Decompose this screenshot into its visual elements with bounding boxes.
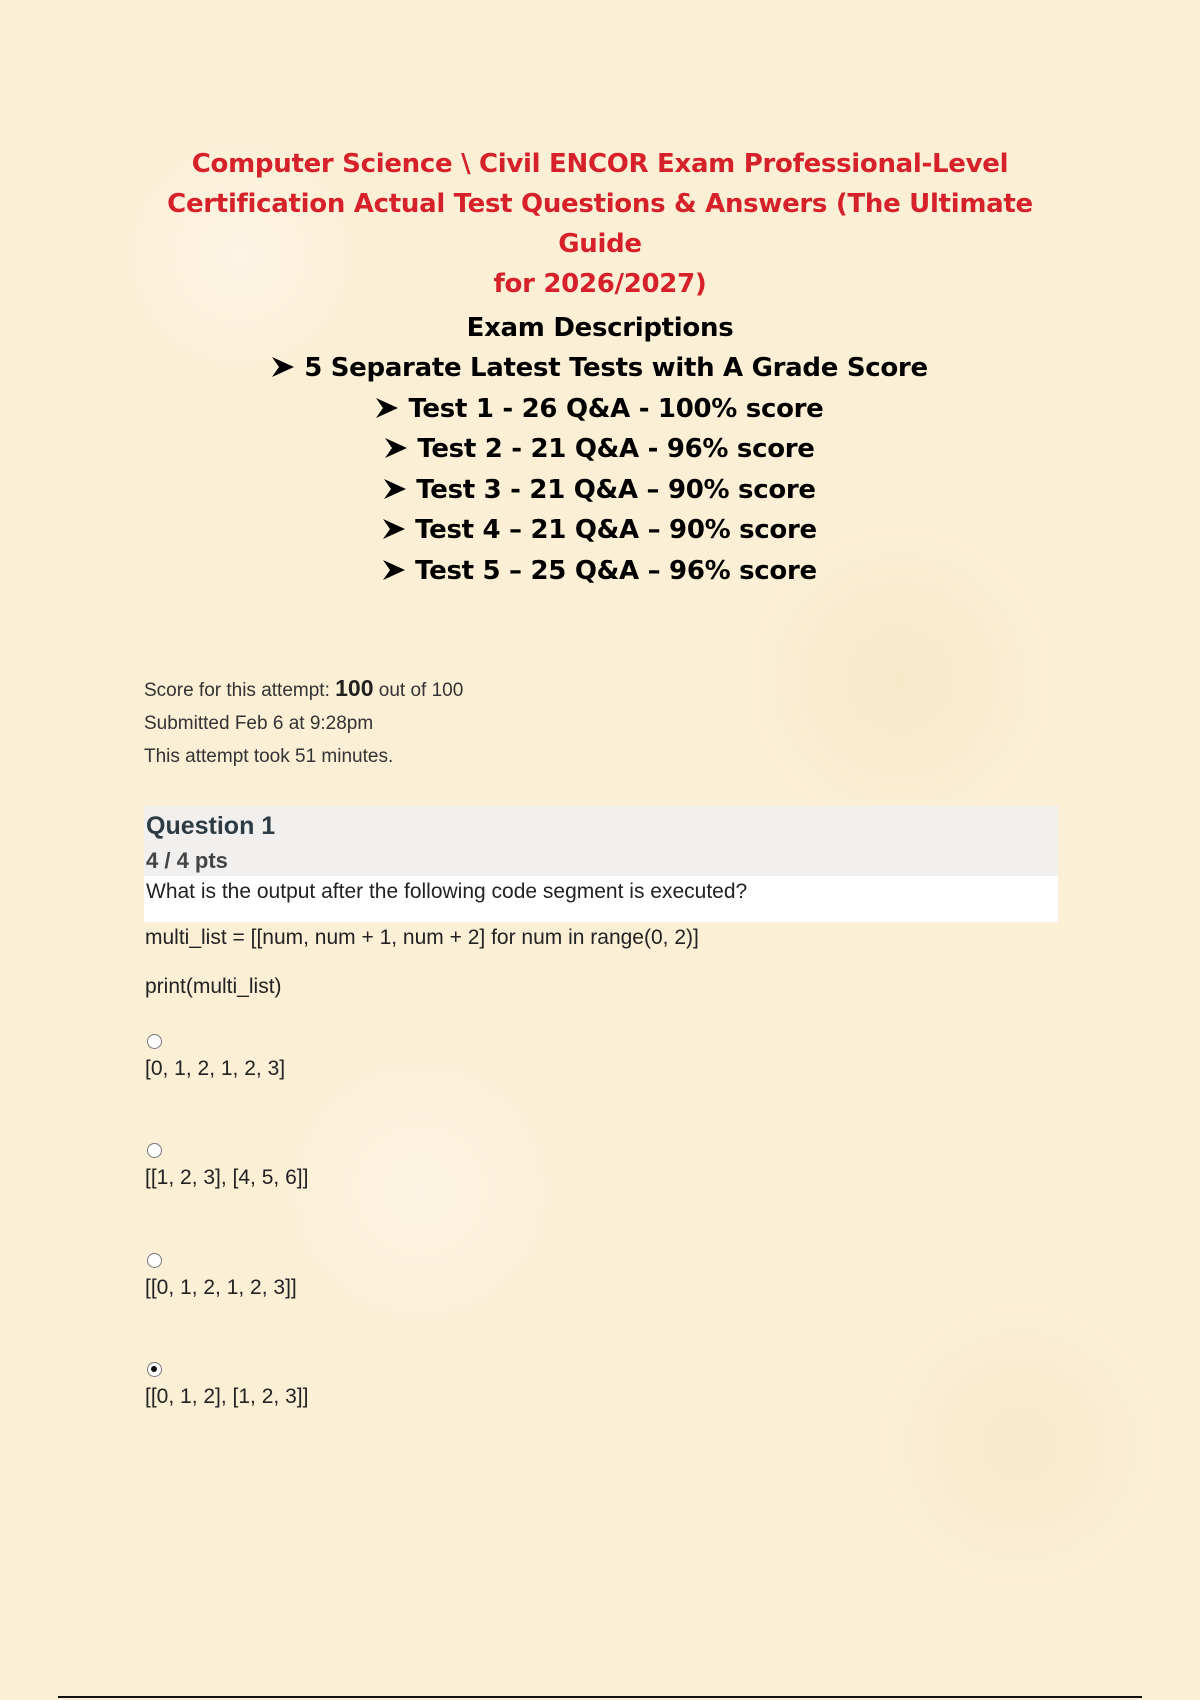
description-item bbox=[200, 551, 1000, 592]
document-title bbox=[140, 144, 1060, 304]
score-value: 100 bbox=[335, 675, 374, 701]
arrow-bullet-icon bbox=[383, 519, 405, 539]
question-points: 4 / 4 pts bbox=[146, 848, 228, 873]
descriptions-heading: Exam Descriptions bbox=[466, 313, 734, 343]
option-text: [0, 1, 2, 1, 2, 3] bbox=[145, 1057, 286, 1080]
description-text: Test 2 - 21 Q&A - 96% score bbox=[417, 434, 815, 464]
arrow-bullet-icon bbox=[383, 560, 405, 580]
option-text: [[1, 2, 3], [4, 5, 6]] bbox=[145, 1166, 309, 1189]
answer-option[interactable] bbox=[145, 1362, 308, 1409]
description-item bbox=[200, 470, 1000, 511]
description-item bbox=[200, 389, 1000, 430]
arrow-bullet-icon bbox=[376, 398, 398, 418]
question-header bbox=[144, 806, 1058, 876]
answer-option[interactable] bbox=[145, 1143, 308, 1190]
description-text: Test 3 - 21 Q&A – 90% score bbox=[416, 474, 816, 505]
title-line: for 2026/2027) bbox=[493, 269, 707, 299]
description-text: Test 1 - 26 Q&A - 100% score bbox=[408, 393, 824, 424]
radio-button-icon[interactable] bbox=[147, 1034, 162, 1049]
code-line: print(multi_list) bbox=[145, 975, 282, 998]
radio-button-icon[interactable] bbox=[147, 1143, 162, 1158]
attempt-summary bbox=[144, 672, 463, 773]
option-text: [[0, 1, 2, 1, 2, 3]] bbox=[145, 1276, 297, 1299]
descriptions-list bbox=[200, 348, 1000, 591]
description-text: Test 4 – 21 Q&A – 90% score bbox=[415, 515, 817, 545]
attempt-score bbox=[144, 672, 463, 707]
arrow-bullet-icon bbox=[384, 479, 406, 499]
question-prompt-bar bbox=[144, 876, 1058, 922]
question-prompt: What is the output after the following code segment is executed? bbox=[146, 880, 748, 903]
score-prefix: Score for this attempt: bbox=[144, 680, 336, 701]
description-item bbox=[200, 348, 1000, 389]
title-line: Computer Science \ Civil ENCOR Exam Professional-Level bbox=[191, 149, 1009, 179]
arrow-bullet-icon bbox=[385, 438, 407, 458]
footer-divider bbox=[58, 1696, 1142, 1698]
score-suffix: out of 100 bbox=[373, 680, 464, 701]
attempt-submitted: Submitted Feb 6 at 9:28pm bbox=[144, 713, 374, 734]
exam-descriptions bbox=[200, 308, 1000, 591]
question-title: Question 1 bbox=[146, 812, 276, 840]
attempt-duration: This attempt took 51 minutes. bbox=[144, 746, 394, 767]
description-text: Test 5 – 25 Q&A – 96% score bbox=[415, 555, 817, 586]
description-item bbox=[200, 429, 1000, 470]
description-item bbox=[200, 510, 1000, 551]
code-line: multi_list = [[num, num + 1, num + 2] for num in range(0, 2)] bbox=[145, 926, 699, 949]
option-text: [[0, 1, 2], [1, 2, 3]] bbox=[145, 1385, 309, 1408]
description-text: 5 Separate Latest Tests with A Grade Score bbox=[304, 353, 928, 383]
arrow-bullet-icon bbox=[272, 357, 294, 377]
title-line: Certification Actual Test Questions & Answers (The Ultimate Guide bbox=[167, 189, 1033, 259]
radio-button-icon[interactable] bbox=[147, 1253, 162, 1268]
answer-option[interactable] bbox=[145, 1253, 297, 1300]
answer-option[interactable] bbox=[145, 1034, 285, 1081]
radio-button-icon[interactable] bbox=[147, 1362, 162, 1377]
